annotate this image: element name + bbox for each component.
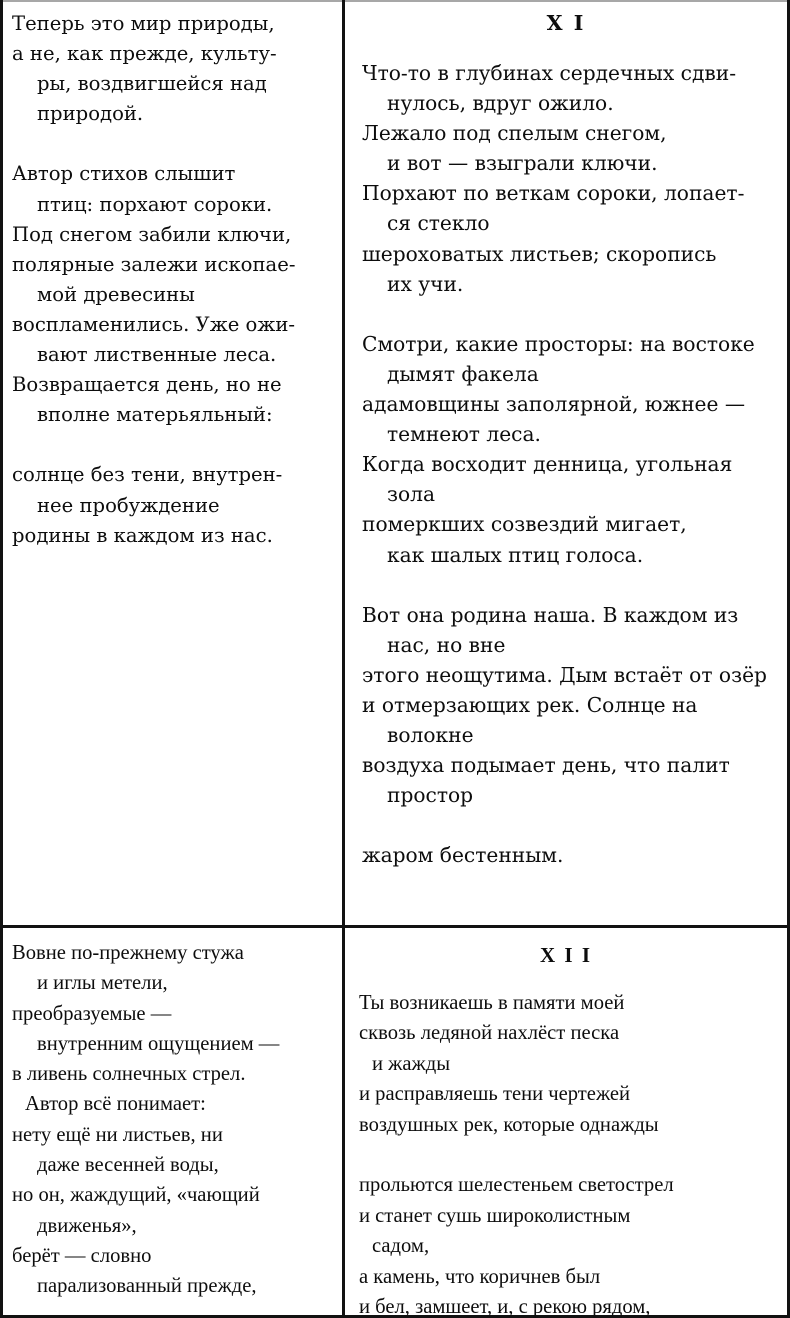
poem-line: и бел, замшеет, и, с рекою рядом, [359,1296,651,1318]
poem-line: зола [387,482,436,507]
poem-line: шероховатых листьев; скоропись [362,241,717,266]
poem-line: померкших созвездий мигает, [362,512,687,537]
poem-line: но он, жаждущий, «чающий [12,1184,260,1207]
poem-line: а не, как прежде, культу- [12,42,277,66]
poem-line: преобразуемые — [12,1002,172,1025]
commentary-part-1-text [3,0,342,551]
poem-line: Вот она родина наша. В каждом из [362,602,739,627]
poem-line: как шалых птиц голоса. [387,542,644,567]
poem-line: Теперь это мир природы, [12,12,275,35]
poem-line: движенья», [37,1214,137,1237]
poem-line: в ливень солнечных стрел. [12,1063,246,1086]
poem-line: темнеют леса. [387,422,541,447]
poem-line: парализованный прежде, [37,1275,257,1298]
poem-line: даже весенней воды, [37,1154,219,1177]
poem-line: Что-то в глубинах сердечных сдви- [362,61,737,85]
poem-line: ся стекло [387,211,490,236]
poem-line: воздушных рек, которые однажды [359,1113,659,1136]
poem-line: мой древесины [37,282,195,306]
poem-line: Вовне по-прежнему стужа [12,942,244,964]
poem-line: их учи. [387,271,464,296]
poem-line: Под снегом забили ключи, [12,222,292,246]
poem-line: Автор стихов слышит [12,162,236,186]
poem-line: нулось, вдруг ожило. [387,91,614,116]
commentary-part-2-text [3,928,342,1302]
poem-line: воспламенились. Уже ожи- [12,312,296,336]
cell-top-right [345,0,787,925]
section-number-twelve: X I I [539,943,592,967]
section-number-eleven: X I [546,11,586,35]
poem-line: Порхают по веткам сороки, лопает- [362,181,745,206]
poem-line [12,1029,336,1059]
poem-line: этого неощутима. Дым встаёт от озёр [362,662,767,687]
poem-line: сквозь ледяной нахлёст песка [359,1022,620,1045]
poem-line: родины в каждом из нас. [12,523,273,547]
poem-line: воздуха подымает день, что палит [362,753,730,778]
poem-line: Смотри, какие просторы: на востоке [362,331,755,356]
poem-line: вают лиственные леса. [37,343,277,367]
poem-line: берёт — словно [12,1244,152,1267]
cell-bottom-right [345,928,787,1318]
poem-line: полярные залежи ископае- [12,252,296,276]
poem-line: и жажды [372,1052,451,1075]
poem-line: природой. [37,102,144,126]
poem-line: птиц: порхают сороки. [37,192,273,216]
poem-line: и вот — взыграли ключи. [387,151,658,176]
poem-line: нее пробуждение [37,493,220,517]
poem-line: волокне [387,723,474,748]
poem-line: и станет сушь широколистным [359,1204,631,1227]
poem-line: Лежало под спелым снегом, [362,121,667,146]
poem-line: жаром бестенным. [362,843,564,868]
poem-line: дымят факела [387,361,539,386]
poem-line: Ты возникаешь в памяти моей [359,992,625,1014]
poem-line: ры, воздвигшейся над [37,72,267,96]
poem-twelve-text [345,988,787,1318]
poem-eleven-text [345,58,787,871]
cell-top-left [3,0,342,925]
poem-line: нету ещё ни листьев, ни [12,1123,223,1146]
poem-line: и расправляешь тени чертежей [359,1083,631,1106]
cell-bottom-left [3,928,342,1318]
poem-line: садом, [372,1235,430,1258]
poem-line: адамовщины заполярной, южнее — [362,392,746,417]
poem-line: нас, но вне [387,632,506,657]
poem-line: Автор всё понимает: [25,1093,206,1116]
poem-line: вполне матерьяльный: [37,403,273,427]
poem-line: простор [387,783,474,808]
poem-line: прольются шелестеньем светострел [359,1174,674,1197]
poem-line: солнце без тени, внутрен- [12,463,283,487]
poem-line: и иглы метели, [37,972,168,995]
poem-line: Возвращается день, но не [12,373,282,397]
poem-line: и отмерзающих рек. Солнце на [362,692,698,717]
poem-line: а камень, что коричнев был [359,1265,601,1288]
poem-line-text: внутренним ощущением — [37,1032,280,1055]
poem-line: Когда восходит денница, угольная [362,452,733,477]
